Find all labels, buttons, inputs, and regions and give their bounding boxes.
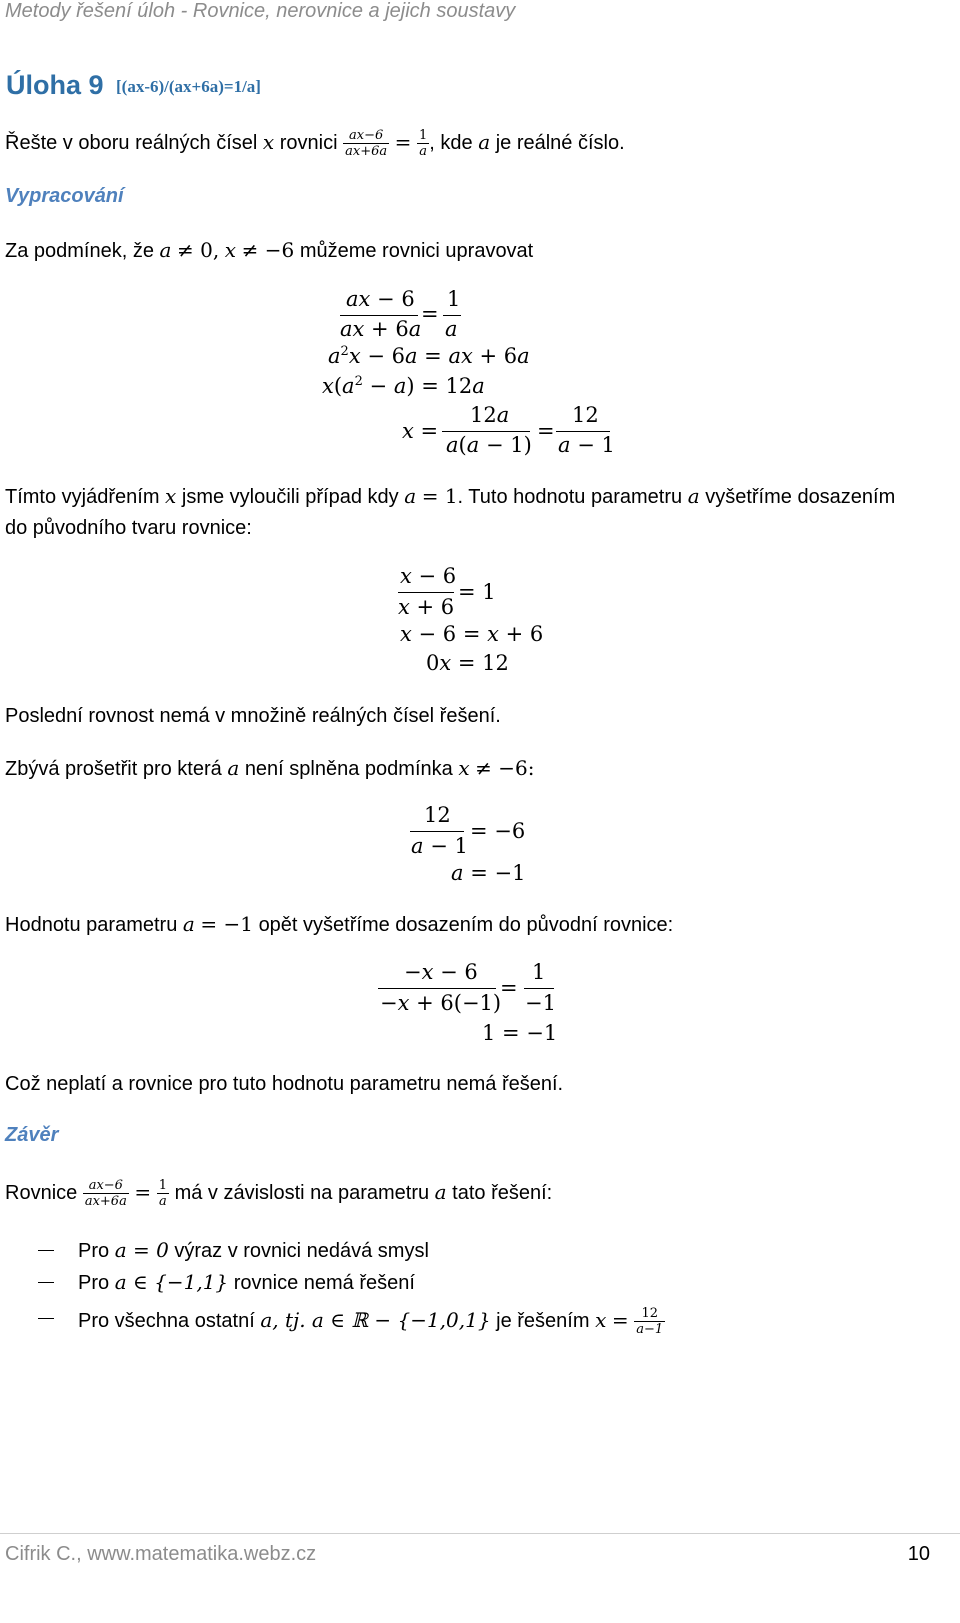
fraction-rhs: $\frac{1}{a}$ xyxy=(419,128,428,159)
conclusion-item xyxy=(78,1270,415,1295)
paragraph-exclusion: Tímto vyjádřením x jsme vyloučili případ kdy a = 1. Tuto hodnotu parametru a vyšetříme dosazením xyxy=(5,484,896,508)
p5-a: Hodnotu parametru xyxy=(5,914,178,936)
paragraph-no-solution: Poslední rovnost nemá v množině reálných čísel řešení. xyxy=(5,705,501,727)
footer-author: Cifrik C., www.matematika.webz.cz xyxy=(5,1543,317,1565)
item-post: výraz v rovnici nedává smysl xyxy=(174,1240,429,1262)
param-a: a xyxy=(478,129,491,154)
statement-text: Řešte v oboru reálných čísel xyxy=(5,131,258,154)
paragraph-exclusion-line2: do původního tvaru rovnice: xyxy=(5,517,252,539)
p2-a: Tímto vyjádřením xyxy=(5,486,160,508)
task-tag: [(ax-6)/(ax+6a)=1/a] xyxy=(116,77,261,96)
list-bullet-dash xyxy=(38,1318,54,1319)
c1-b: má v závislosti na parametru xyxy=(174,1181,430,1204)
item-pre: Pro xyxy=(78,1272,110,1294)
p2-c: . Tuto hodnotu parametru xyxy=(457,486,683,508)
task-heading: Úloha 9 xyxy=(6,70,104,100)
statement-suffix: , kde xyxy=(429,131,473,154)
p4-b: není splněna podmínka xyxy=(244,758,453,780)
conclusion-item xyxy=(78,1238,429,1263)
fraction-rhs-conclusion: $\frac{1}{a}$ xyxy=(158,1178,167,1209)
p4-a: Zbývá prošetřit pro která xyxy=(5,758,222,780)
item-math: a, tj. a ∈ ℝ − {−1,0,1} xyxy=(260,1307,491,1332)
item-pre: Pro xyxy=(78,1240,110,1262)
c1-a: Rovnice xyxy=(5,1181,78,1204)
conclusion-item: Pro všechna ostatní a, tj. a ∈ ℝ − {−1,0,1} je řešením x = $\frac{12}{a-1}$ xyxy=(78,1306,664,1337)
item-post: je řešením xyxy=(496,1309,590,1332)
paragraph-conditions: Za podmínek, že a ≠ 0, x ≠ −6 můžeme rovnici upravovat xyxy=(5,238,534,262)
page-number: 10 xyxy=(907,1543,930,1565)
fraction-lhs-conclusion: $\frac{ax-6}{ax+6a}$ xyxy=(84,1178,127,1209)
footer-rule xyxy=(0,1533,960,1534)
p5-b: opět vyšetříme dosazením do původní rovnice: xyxy=(258,914,674,936)
c1-c: tato řešení: xyxy=(452,1181,553,1204)
solution-heading: Vypracování xyxy=(5,185,124,207)
list-bullet-dash xyxy=(38,1250,54,1251)
item-pre: Pro všechna ostatní xyxy=(78,1309,255,1332)
statement-text-mid: rovnici xyxy=(279,131,338,154)
paragraph-check-condition: Zbývá prošetřit pro která a není splněna podmínka x ≠ −6: xyxy=(5,756,535,780)
p2-b: jsme vyloučili případ kdy xyxy=(181,486,399,508)
conclusion-heading: Závěr xyxy=(5,1124,59,1146)
p2-d: vyšetříme dosazením xyxy=(705,486,896,508)
item-math: a ∈ {−1,1} xyxy=(114,1270,229,1294)
statement-end: je reálné číslo. xyxy=(495,131,625,154)
item-math: a = 0 xyxy=(114,1238,169,1262)
p1-end: můžeme rovnici upravovat xyxy=(299,240,534,262)
fraction-lhs: $\frac{ax-6}{ax+6a}$ xyxy=(345,128,388,159)
conclusion-intro: Rovnice $\frac{ax-6}{ax+6a}$ = $\frac{1}{a}$ má v závislosti na parametru a tato řešení: xyxy=(5,1178,553,1209)
fraction-solution: $\frac{12}{a-1}$ xyxy=(636,1306,664,1337)
var-x: x xyxy=(262,129,275,154)
list-bullet-dash xyxy=(38,1282,54,1283)
page-header: Metody řešení úloh - Rovnice, nerovnice a jejich soustavy xyxy=(5,0,516,22)
paragraph-not-valid: Což neplatí a rovnice pro tuto hodnotu parametru nemá řešení. xyxy=(5,1073,564,1095)
paragraph-parameter-check: Hodnotu parametru a = −1 opět vyšetříme dosazením do původní rovnice: xyxy=(5,912,674,936)
p1-text: Za podmínek, že xyxy=(5,240,154,262)
task-statement: Řešte v oboru reálných čísel x rovnici $\frac{ax-6}{ax+6a}$ = $\frac{1}{a}$ , kde a je reálné číslo. xyxy=(5,128,625,159)
item-post: rovnice nemá řešení xyxy=(233,1272,415,1294)
